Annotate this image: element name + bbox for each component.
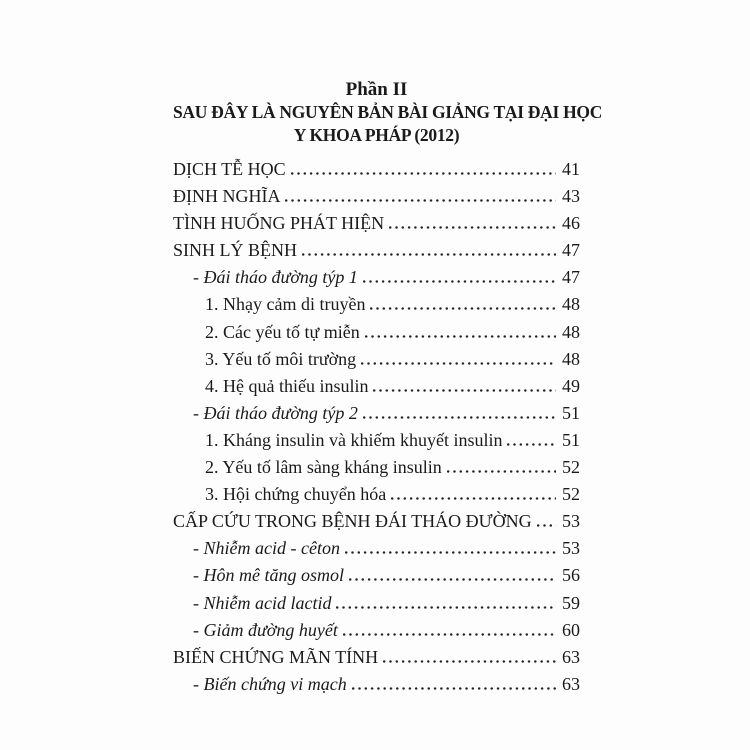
dot-leader: [537, 524, 556, 527]
toc-entry-page: 56: [562, 565, 580, 586]
toc-entry: [173, 562, 580, 589]
dot-leader: [507, 443, 556, 446]
dot-leader: [349, 578, 556, 581]
toc-entry-label: - Nhiễm acid - cêton: [193, 538, 340, 559]
dot-leader: [343, 633, 556, 636]
toc-entry: [173, 454, 580, 481]
toc-entry-label: SINH LÝ BỆNH: [173, 240, 297, 261]
toc-entry-page: 52: [562, 457, 580, 478]
dot-leader: [365, 335, 556, 338]
toc-entry-label: 2. Yếu tố lâm sàng kháng insulin: [205, 457, 442, 478]
toc-entry-page: 43: [562, 186, 580, 207]
toc-entry: [173, 237, 580, 264]
toc-entry-page: 51: [562, 429, 580, 450]
toc-entry-page: 53: [562, 538, 580, 559]
toc-entry-page: 63: [562, 646, 580, 667]
toc-entry: [173, 644, 580, 671]
section-header: [173, 78, 603, 147]
toc-entry-label: ĐỊNH NGHĨA: [173, 186, 281, 207]
dot-leader: [383, 660, 556, 663]
toc-entry-label: 1. Nhạy cảm di truyền: [205, 294, 366, 315]
dot-leader: [363, 280, 556, 283]
toc-entry-page: 63: [562, 673, 580, 694]
toc-entry-page: 53: [562, 511, 580, 532]
toc-entry-page: 48: [562, 294, 580, 315]
toc-entry-label: - Đái tháo đường týp 2: [193, 402, 358, 423]
toc-entry-label: CẤP CỨU TRONG BỆNH ĐÁI THÁO ĐƯỜNG: [173, 511, 532, 532]
toc-entry-label: TÌNH HUỐNG PHÁT HIỆN: [173, 213, 385, 234]
toc-entry-page: 51: [562, 402, 580, 423]
toc-entry: [173, 210, 580, 237]
toc-entry-label: 3. Yếu tố môi trường: [205, 348, 357, 369]
toc-entry-label: - Hôn mê tăng osmol: [193, 565, 344, 586]
toc-entry: [173, 481, 580, 508]
toc-entry-page: 59: [562, 592, 580, 613]
dot-leader: [345, 551, 556, 554]
toc-entry-label: - Đái tháo đường týp 1: [193, 267, 358, 288]
dot-leader: [373, 389, 556, 392]
table-of-contents: [173, 156, 580, 698]
section-title-line-2: Y KHOA PHÁP (2012): [293, 125, 460, 145]
toc-entry: [173, 264, 580, 291]
toc-entry: [173, 319, 580, 346]
page-content: [173, 78, 603, 698]
section-title-line-1: SAU ĐÂY LÀ NGUYÊN BẢN BÀI GIẢNG TẠI ĐẠI HỌC: [173, 102, 603, 122]
dot-leader: [302, 253, 556, 256]
toc-entry: [173, 291, 580, 318]
toc-entry: [173, 508, 580, 535]
toc-entry-label: BIẾN CHỨNG MÃN TÍNH: [173, 646, 379, 667]
toc-entry-label: 3. Hội chứng chuyển hóa: [205, 484, 387, 505]
toc-entry: [173, 590, 580, 617]
toc-entry-label: - Giảm đường huyết: [193, 619, 338, 640]
toc-entry-label: 2. Các yếu tố tự miễn: [205, 321, 360, 342]
dot-leader: [447, 470, 556, 473]
dot-leader: [352, 687, 556, 690]
toc-entry: [173, 617, 580, 644]
dot-leader: [370, 307, 556, 310]
toc-entry-page: 46: [562, 213, 580, 234]
toc-entry: [173, 427, 580, 454]
toc-entry-label: - Nhiễm acid lactid: [193, 592, 332, 613]
toc-entry-page: 48: [562, 321, 580, 342]
toc-entry: [173, 156, 580, 183]
toc-entry-page: 41: [562, 159, 580, 179]
toc-entry-page: 60: [562, 619, 580, 640]
dot-leader: [391, 497, 556, 500]
toc-entry: [173, 400, 580, 427]
dot-leader: [285, 199, 556, 202]
toc-entry-label: 1. Kháng insulin và khiếm khuyết insulin: [205, 429, 503, 450]
toc-entry: [173, 535, 580, 562]
toc-entry-label: DỊCH TỄ HỌC: [173, 159, 286, 179]
toc-entry-page: 49: [562, 375, 580, 396]
dot-leader: [389, 226, 556, 229]
toc-entry: [173, 346, 580, 373]
dot-leader: [363, 416, 556, 419]
toc-entry-page: 52: [562, 484, 580, 505]
toc-entry-page: 48: [562, 348, 580, 369]
toc-entry-label: - Biến chứng vi mạch: [193, 673, 347, 694]
dot-leader: [336, 606, 556, 609]
toc-entry-page: 47: [562, 240, 580, 261]
toc-entry-page: 47: [562, 267, 580, 288]
dot-leader: [361, 362, 556, 365]
toc-entry: [173, 671, 580, 698]
toc-entry-label: 4. Hệ quả thiếu insulin: [205, 375, 369, 396]
part-label: Phần II: [345, 79, 408, 100]
toc-entry: [173, 183, 580, 210]
toc-entry: [173, 373, 580, 400]
dot-leader: [291, 172, 556, 175]
